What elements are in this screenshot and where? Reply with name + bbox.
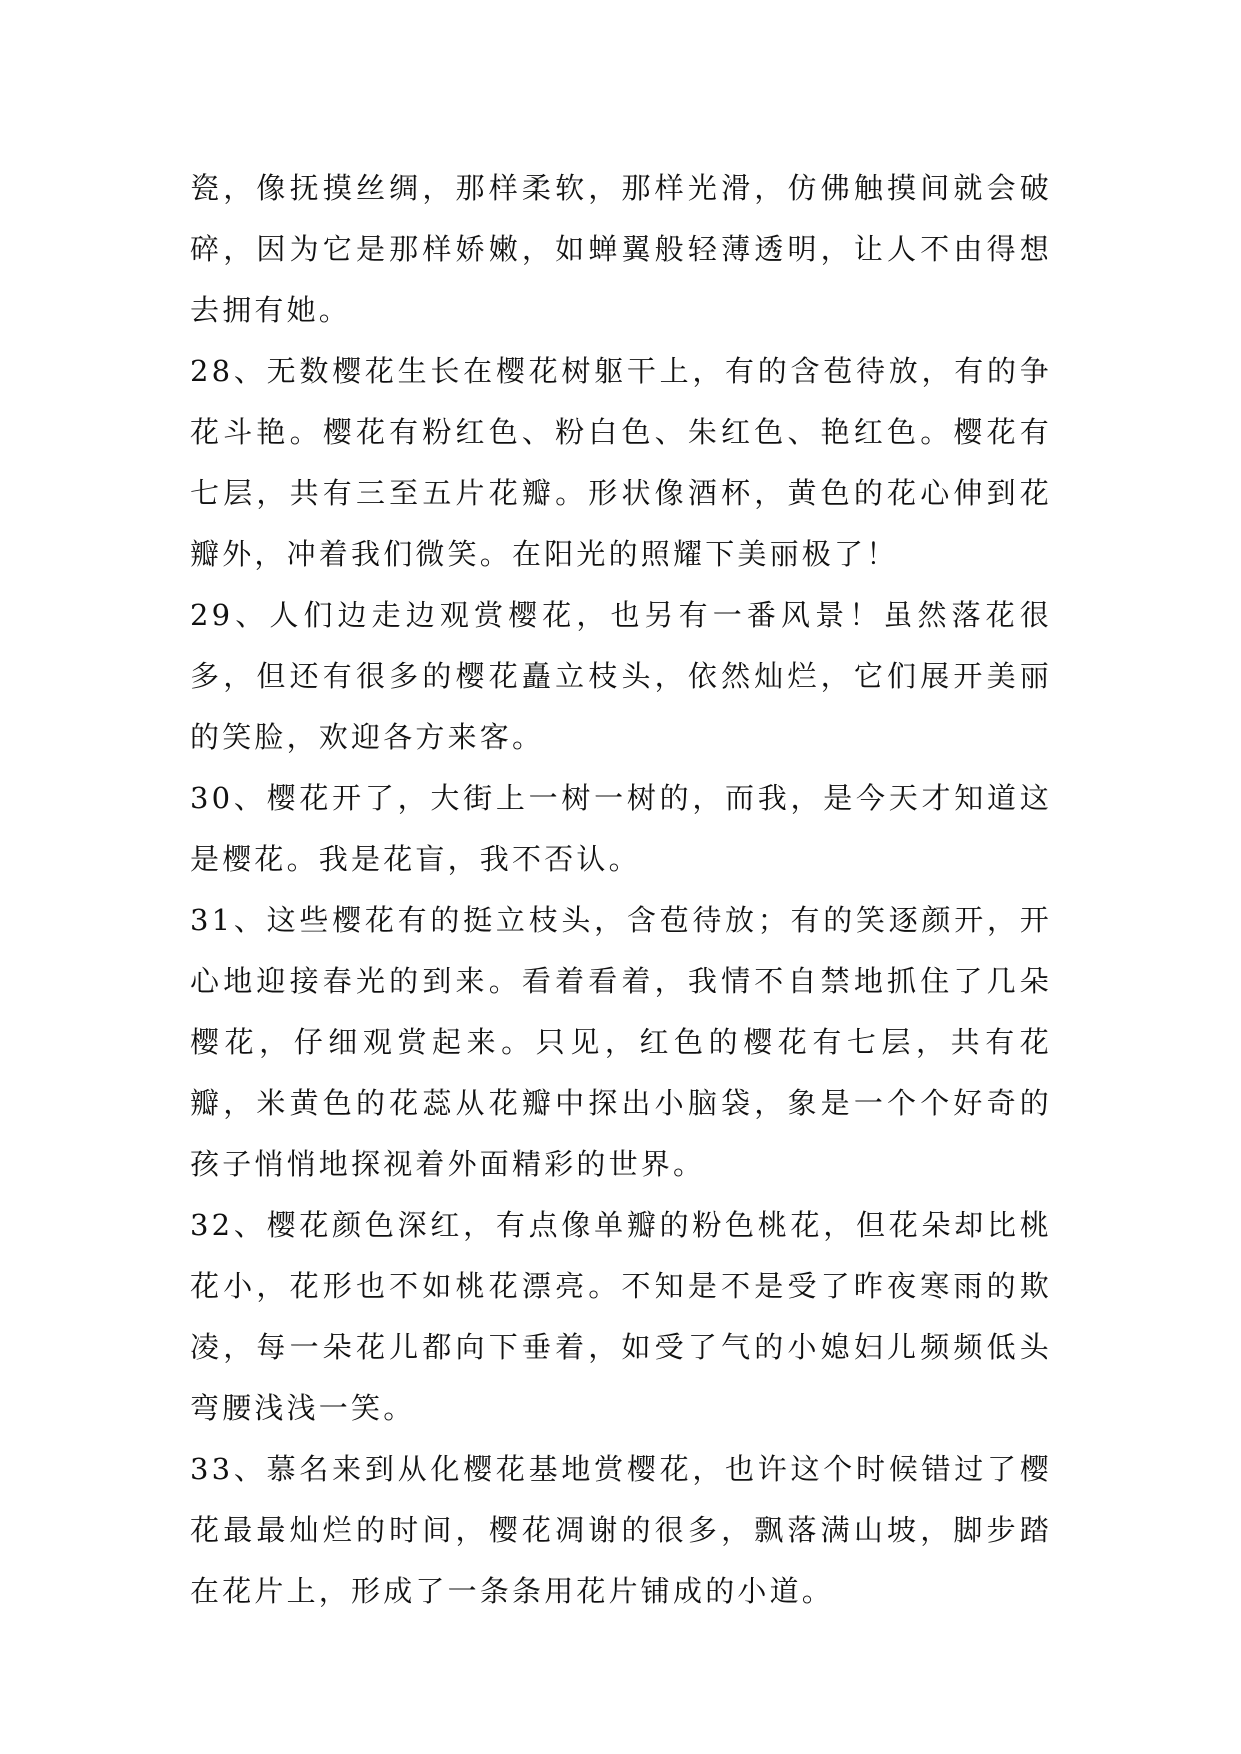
document-body [190,158,1052,1622]
paragraph-31: 31、这些樱花有的挺立枝头，含苞待放；有的笑逐颜开，开心地迎接春光的到来。看着看着，我情不自禁地抓住了几朵樱花，仔细观赏起来。只见，红色的樱花有七层，共有花瓣，米黄色的花蕊从花瓣中探出小脑袋，象是一个个好奇的孩子悄悄地探视着外面精彩的世界。 [190,903,1052,1181]
paragraph-28: 28、无数樱花生长在樱花树躯干上，有的含苞待放，有的争花斗艳。樱花有粉红色、粉白色、朱红色、艳红色。樱花有七层，共有三至五片花瓣。形状像酒杯，黄色的花心伸到花瓣外，冲着我们微笑。在阳光的照耀下美丽极了！ [190,354,1052,571]
paragraph-33: 33、慕名来到从化樱花基地赏樱花，也许这个时候错过了樱花最最灿烂的时间，樱花凋谢的很多，飘落满山坡，脚步踏在花片上，形成了一条条用花片铺成的小道。 [190,1452,1052,1608]
paragraph-29: 29、人们边走边观赏樱花，也另有一番风景！虽然落花很多，但还有很多的樱花矗立枝头，依然灿烂，它们展开美丽的笑脸，欢迎各方来客。 [190,598,1052,754]
paragraph-32: 32、樱花颜色深红，有点像单瓣的粉色桃花，但花朵却比桃花小，花形也不如桃花漂亮。不知是不是受了昨夜寒雨的欺凌，每一朵花儿都向下垂着，如受了气的小媳妇儿频频低头弯腰浅浅一笑。 [190,1208,1052,1425]
paragraph-continuation: 瓷，像抚摸丝绸，那样柔软，那样光滑，仿佛触摸间就会破碎，因为它是那样娇嫩，如蝉翼般轻薄透明，让人不由得想去拥有她。 [190,171,1052,327]
paragraph-30: 30、樱花开了，大街上一树一树的，而我，是今天才知道这是樱花。我是花盲，我不否认。 [190,781,1052,876]
